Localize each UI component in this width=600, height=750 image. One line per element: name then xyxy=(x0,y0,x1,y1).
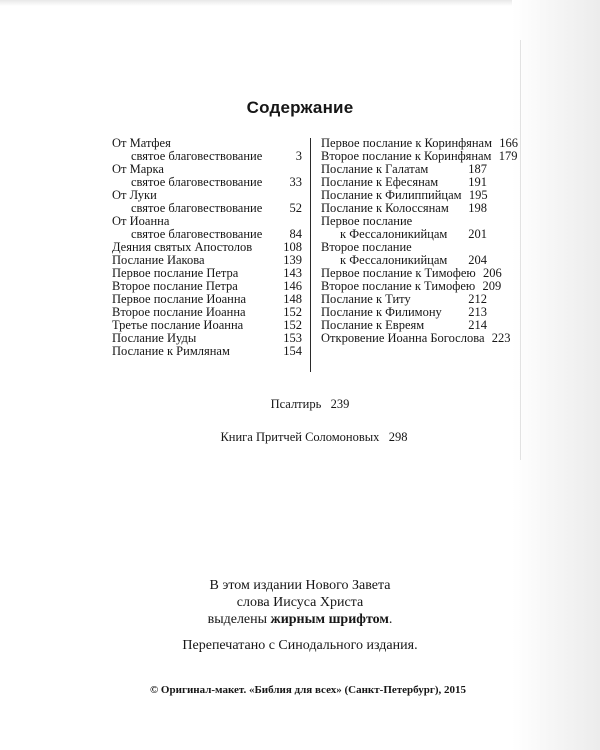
toc-entry-page: 108 xyxy=(283,240,302,254)
toc-entry-page: 139 xyxy=(283,253,302,267)
toc-entry-title-line: Второе послание Петра xyxy=(112,279,238,293)
toc-entry-page: 214 xyxy=(468,318,487,332)
toc-entry-page: 146 xyxy=(283,279,302,293)
toc-entry-title-line-2: святое благовествование xyxy=(131,175,263,189)
toc-entry-page: 148 xyxy=(283,292,302,306)
toc-entry-title xyxy=(321,215,461,241)
toc-entry-title-line-2: святое благовествование xyxy=(131,149,263,163)
toc-entry-page: 201 xyxy=(468,227,487,241)
toc-entry-title-line: Послание к Римлянам xyxy=(112,344,230,358)
toc-entry-page: 191 xyxy=(468,175,487,189)
toc-entry-title-line: Послание Иуды xyxy=(112,331,197,345)
toc-entry-page: 3 xyxy=(295,149,302,163)
toc-column-right xyxy=(321,136,518,345)
page-top-shadow xyxy=(0,0,600,6)
toc-entry-title xyxy=(321,332,485,345)
toc-entry-title-line: Послание к Филиппийцам xyxy=(321,188,462,202)
toc-entry-title-line: Третье послание Иоанна xyxy=(112,318,244,332)
toc-entry[interactable] xyxy=(321,215,487,241)
toc-entry-title-line: Второе послание к Коринфянам xyxy=(321,149,492,163)
toc-entry-title xyxy=(112,137,276,163)
toc-entry-page: 179 xyxy=(498,149,518,163)
edition-note xyxy=(0,577,600,628)
toc-entry-title-line-2: к Фессалоникийцам xyxy=(340,253,448,267)
toc-entry-page: 204 xyxy=(468,253,487,267)
toc-entry-title-line: От Иоанна xyxy=(112,214,170,228)
toc-entry-title-line: От Марка xyxy=(112,162,164,176)
toc-entry-page: 84 xyxy=(289,227,302,241)
toc-entry-title-line: Послание к Колоссянам xyxy=(321,201,449,215)
edition-note-bold: жирным шрифтом xyxy=(270,612,389,627)
toc-entry-title-line: От Матфея xyxy=(112,136,171,150)
toc-entry-page: 223 xyxy=(491,331,511,345)
toc-proverbs-title: Книга Притчей Соломоновых xyxy=(220,430,380,444)
toc-column-left xyxy=(112,137,302,358)
toc-entry-title-line: Первое послание Иоанна xyxy=(112,292,247,306)
toc-psalter[interactable] xyxy=(0,397,600,412)
toc-entry[interactable] xyxy=(112,345,302,358)
toc-entry-title xyxy=(112,215,276,241)
copyright-line: © Оригинал-макет. «Библия для всех» (Санкт-Петербург), 2015 xyxy=(149,684,467,696)
toc-entry-title-line: Второе послание Иоанна xyxy=(112,305,246,319)
toc-psalter-title: Псалтирь xyxy=(270,397,322,411)
toc-entry-title xyxy=(112,163,276,189)
toc-entry-title-line: Послание к Галатам xyxy=(321,162,429,176)
toc-entry[interactable] xyxy=(321,331,511,345)
toc-entry-page: 166 xyxy=(499,136,518,150)
toc-entry-page: 33 xyxy=(289,175,302,189)
toc-entry-title-line: Второе послание xyxy=(321,240,412,254)
toc-entry-page: 212 xyxy=(468,292,487,306)
toc-entry-page: 152 xyxy=(283,318,302,332)
toc-entry-page: 154 xyxy=(283,344,302,358)
edition-note-suffix: . xyxy=(388,612,393,627)
toc-entry-page: 213 xyxy=(468,305,487,319)
edition-note-prefix: выделены xyxy=(207,612,271,627)
toc-proverbs[interactable] xyxy=(0,430,600,445)
toc-entry-page: 195 xyxy=(468,188,488,202)
toc-entry-page: 209 xyxy=(482,279,502,293)
toc-entry[interactable] xyxy=(321,241,487,267)
reprint-note: Перепечатано с Синодального издания. xyxy=(182,638,418,653)
toc-entry-title-line: Первое послание Петра xyxy=(112,266,239,280)
toc-entry-title xyxy=(112,345,276,358)
toc-entry-page: 143 xyxy=(283,266,302,280)
toc-entry-page: 187 xyxy=(468,162,487,176)
toc-entry-title-line: Откровение Иоанна Богослова xyxy=(321,331,485,345)
toc-entry-title-line: Послание Иакова xyxy=(112,253,205,267)
toc-entry-title-line: Второе послание к Тимофею xyxy=(321,279,476,293)
toc-entry-title xyxy=(321,241,461,267)
toc-heading: Содержание xyxy=(246,98,354,117)
toc-proverbs-page: 298 xyxy=(388,430,408,444)
toc-entry-title xyxy=(112,189,276,215)
toc-entry-title-line: Первое послание к Тимофею xyxy=(321,266,476,280)
toc-entry-page: 198 xyxy=(468,201,487,215)
toc-entry[interactable] xyxy=(112,189,302,215)
toc-entry-page: 206 xyxy=(482,266,502,280)
toc-entry-title-line: Послание к Евреям xyxy=(321,318,425,332)
toc-entry-title-line: Послание к Титу xyxy=(321,292,411,306)
toc-entry-title-line: Послание к Ефесянам xyxy=(321,175,439,189)
edition-note-line-2: слова Иисуса Христа xyxy=(236,595,364,610)
toc-entry-title-line: Первое послание xyxy=(321,214,413,228)
toc-entry-title-line-2: к Фессалоникийцам xyxy=(340,227,448,241)
toc-entry-title-line-2: святое благовествование xyxy=(131,227,263,241)
toc-psalter-page: 239 xyxy=(330,397,350,411)
toc-entry[interactable] xyxy=(112,163,302,189)
edition-note-line-1: В этом издании Нового Завета xyxy=(209,578,391,593)
toc-entry-page: 52 xyxy=(289,201,302,215)
toc-entry-title-line: Послание к Филимону xyxy=(321,305,442,319)
toc-entry-page: 152 xyxy=(283,305,302,319)
edition-note-line-3 xyxy=(0,611,600,628)
column-divider xyxy=(310,138,311,372)
toc-entry-title-line: Первое послание к Коринфянам xyxy=(321,136,492,150)
toc-entry-title-line: От Луки xyxy=(112,188,157,202)
toc-entry-title-line: Деяния святых Апостолов xyxy=(112,240,253,254)
toc-entry-page: 153 xyxy=(283,331,302,345)
toc-entry[interactable] xyxy=(112,137,302,163)
toc-entry[interactable] xyxy=(112,215,302,241)
toc-entry-title-line-2: святое благовествование xyxy=(131,201,263,215)
